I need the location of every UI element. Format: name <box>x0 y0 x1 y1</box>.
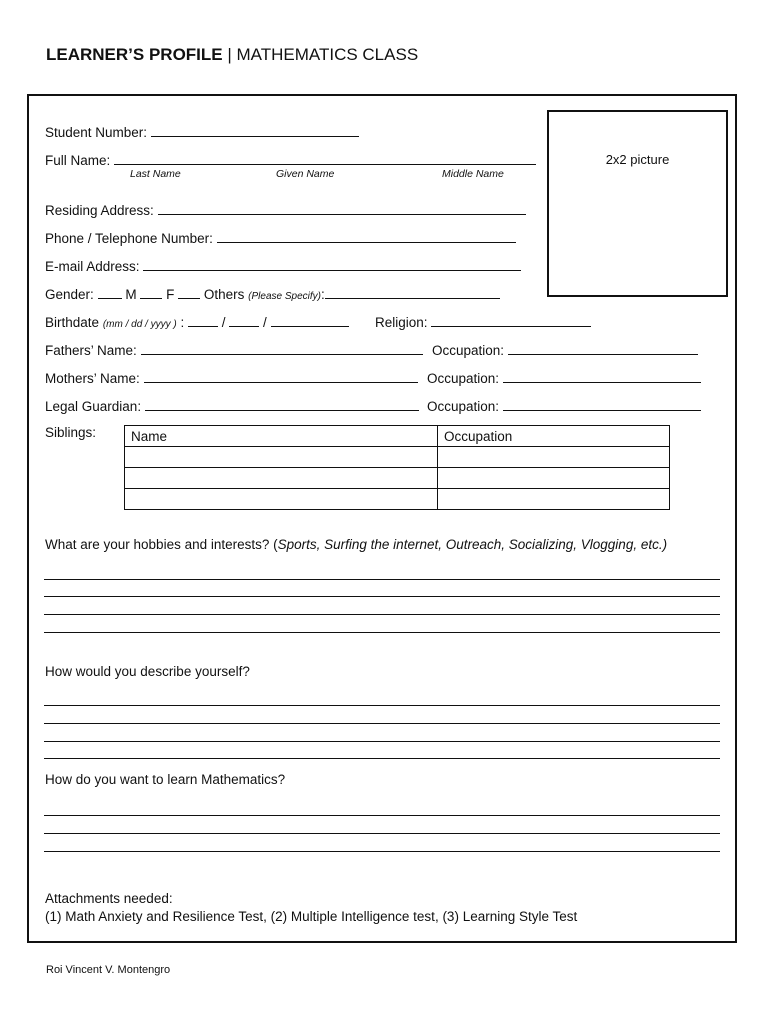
student-number-field[interactable]: Student Number: <box>45 124 359 140</box>
answer-line[interactable] <box>44 705 720 706</box>
sibling-occupation-cell[interactable] <box>438 468 670 489</box>
birthdate-field[interactable]: Birthdate (mm / dd / yyyy ) : / / <box>45 314 349 330</box>
table-header-row <box>125 426 670 447</box>
siblings-table <box>124 425 670 510</box>
hobbies-question: What are your hobbies and interests? (Sports, Surfing the internet, Outreach, Socializing, Vlogging, etc.) <box>45 537 668 552</box>
attachments-heading: Attachments needed: <box>45 891 173 906</box>
given-name-caption: Given Name <box>276 168 335 180</box>
legal-guardian-field[interactable]: Legal Guardian: <box>45 398 419 414</box>
answer-line[interactable] <box>44 632 720 633</box>
attachments-list: (1) Math Anxiety and Resilience Test, (2) Multiple Intelligence test, (3) Learning Style Test <box>45 909 578 924</box>
answer-line[interactable] <box>44 833 720 834</box>
religion-field[interactable]: Religion: <box>375 314 591 330</box>
answer-line[interactable] <box>44 741 720 742</box>
answer-line[interactable] <box>44 815 720 816</box>
describe-question: How would you describe yourself? <box>45 664 250 679</box>
middle-name-caption: Middle Name <box>442 168 504 180</box>
full-name-field[interactable]: Full Name: <box>45 152 536 168</box>
residing-address-field[interactable]: Residing Address: <box>45 202 526 218</box>
email-field[interactable]: E-mail Address: <box>45 258 521 274</box>
guardian-occupation-field[interactable]: Occupation: <box>427 398 701 414</box>
gender-field[interactable]: Gender: M F Others (Please Specify): <box>45 286 500 302</box>
sibling-name-cell[interactable] <box>125 447 438 468</box>
mothers-occupation-field[interactable]: Occupation: <box>427 370 701 386</box>
fathers-name-field[interactable]: Fathers’ Name: <box>45 342 423 358</box>
siblings-label: Siblings: <box>45 425 97 440</box>
answer-line[interactable] <box>44 596 720 597</box>
table-row[interactable] <box>125 468 670 489</box>
photo-label: 2x2 picture <box>605 152 670 167</box>
answer-line[interactable] <box>44 758 720 759</box>
answer-line[interactable] <box>44 851 720 852</box>
table-row[interactable] <box>125 489 670 510</box>
mothers-name-field[interactable]: Mothers’ Name: <box>45 370 418 386</box>
answer-line[interactable] <box>44 579 720 580</box>
photo-box[interactable] <box>547 110 728 297</box>
answer-line[interactable] <box>44 614 720 615</box>
attachments <box>45 890 577 926</box>
learn-question: How do you want to learn Mathematics? <box>45 772 286 787</box>
occupation-column-header: Occupation <box>438 426 670 447</box>
sibling-occupation-cell[interactable] <box>438 489 670 510</box>
name-column-header: Name <box>125 426 438 447</box>
fathers-occupation-field[interactable]: Occupation: <box>432 342 698 358</box>
answer-line[interactable] <box>44 723 720 724</box>
sibling-name-cell[interactable] <box>125 468 438 489</box>
sibling-name-cell[interactable] <box>125 489 438 510</box>
page-title: LEARNER’S PROFILE | MATHEMATICS CLASS <box>46 45 419 64</box>
phone-field[interactable]: Phone / Telephone Number: <box>45 230 516 246</box>
author-footer: Roi Vincent V. Montengro <box>46 964 171 976</box>
table-row[interactable] <box>125 447 670 468</box>
sibling-occupation-cell[interactable] <box>438 447 670 468</box>
last-name-caption: Last Name <box>130 168 181 180</box>
